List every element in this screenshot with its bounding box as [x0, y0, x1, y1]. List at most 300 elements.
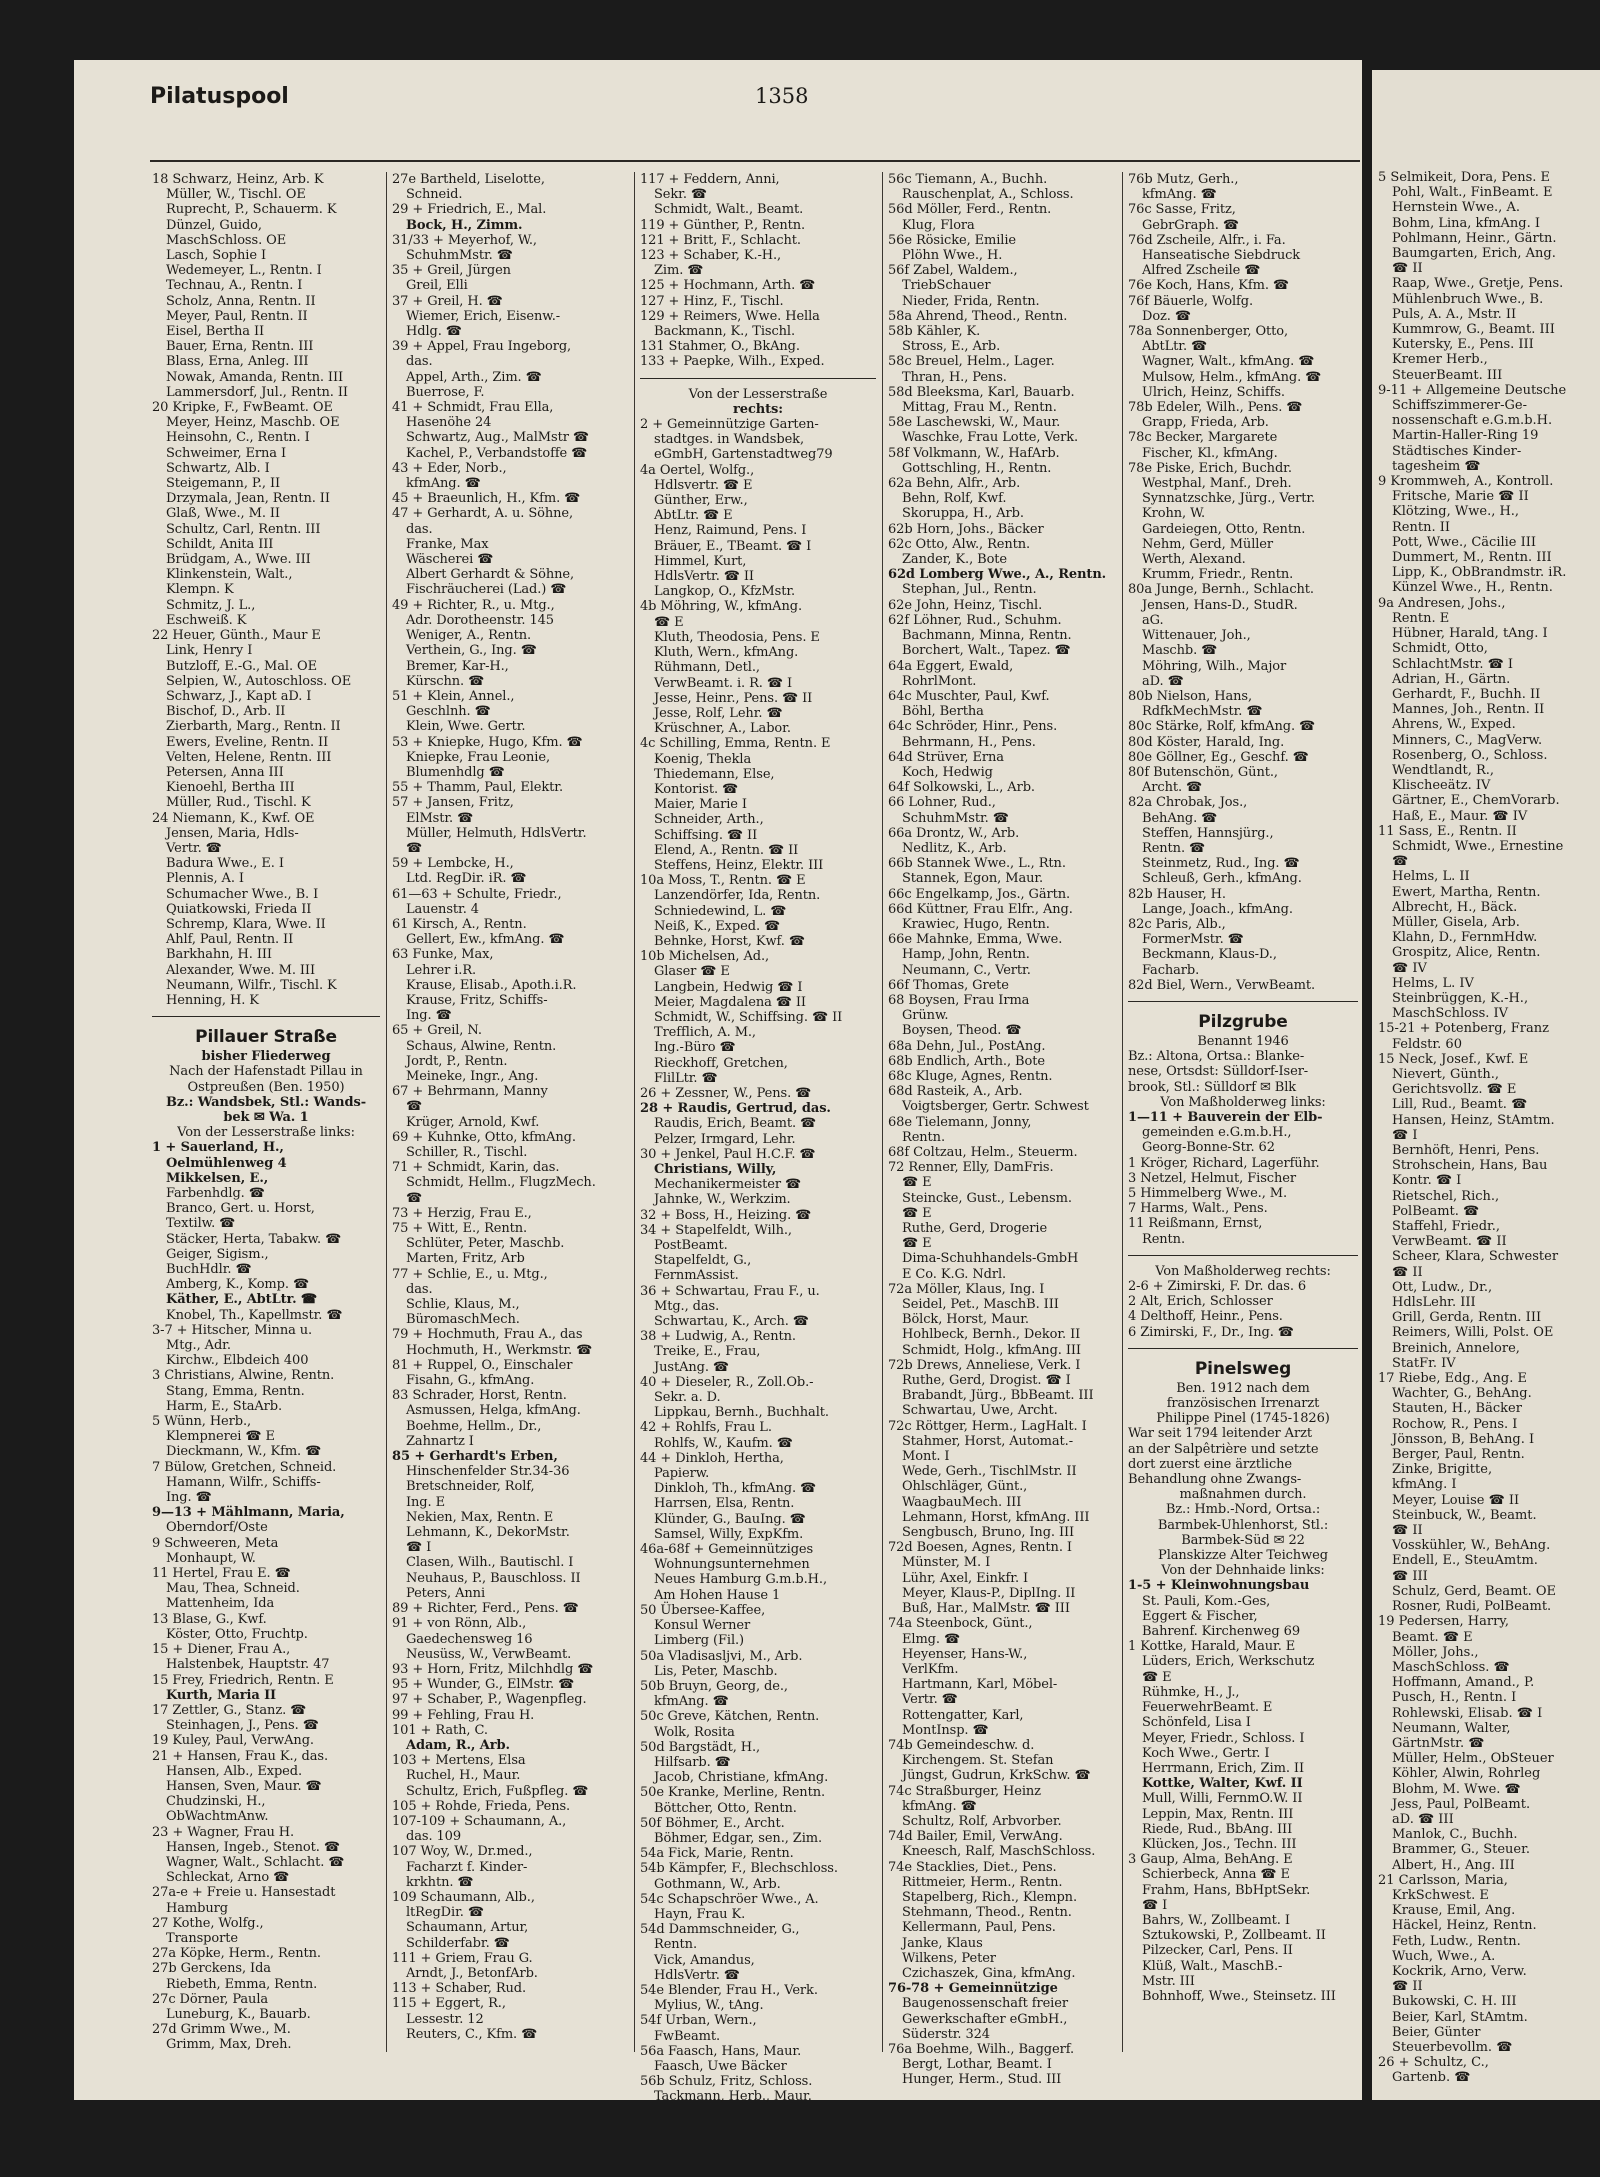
- directory-entry: 78b Edeler, Wilh., Pens. ☎: [1128, 400, 1303, 416]
- directory-entry: StatFr. IV: [1392, 1355, 1456, 1371]
- directory-entry: Ohlschläger, Günt.,: [902, 1479, 1028, 1495]
- directory-entry: Archt. ☎: [1142, 780, 1203, 796]
- directory-entry: Ruthe, Gerd, Drogist. ☎ I: [902, 1373, 1071, 1389]
- directory-entry: 56b Schulz, Fritz, Schloss.: [640, 2074, 813, 2090]
- directory-entry: Von der Lesserstraße: [688, 386, 828, 402]
- directory-entry: Hinschenfelder Str.34-36: [406, 1464, 570, 1480]
- directory-entry: Nowak, Amanda, Rentn. III: [166, 369, 344, 385]
- directory-entry: 66a Drontz, W., Arb.: [888, 825, 1020, 841]
- directory-entry: Ruthe, Gerd, Drogerie: [902, 1221, 1048, 1237]
- directory-entry: 74c Straßburger, Heinz: [888, 1783, 1041, 1799]
- directory-entry: stadtges. in Wandsbek,: [654, 432, 804, 448]
- directory-entry: 30 + Jenkel, Paul H.C.F. ☎: [640, 1146, 816, 1162]
- directory-entry: Gewerkschafter eGmbH.,: [902, 2011, 1068, 2027]
- directory-entry: Mattenheim, Ida: [166, 1596, 275, 1612]
- directory-entry: ☎ E: [654, 614, 684, 630]
- directory-entry: Clasen, Wilh., Bautischl. I: [406, 1555, 574, 1571]
- directory-entry: 32 + Boss, H., Heizing. ☎: [640, 1207, 812, 1223]
- directory-entry: Grospitz, Alice, Rentn.: [1392, 945, 1541, 961]
- directory-entry: Barkhahn, H. III: [166, 947, 272, 963]
- directory-entry: Skoruppa, H., Arb.: [902, 506, 1024, 522]
- directory-entry: PostBeamt.: [654, 1238, 728, 1254]
- directory-entry: Steigemann, P., II: [166, 476, 281, 492]
- directory-entry: Nievert, Günth.,: [1392, 1066, 1499, 1082]
- directory-entry: Farbenhdlg. ☎: [166, 1186, 265, 1201]
- directory-entry: Riebeth, Emma, Rentn.: [166, 1976, 318, 1992]
- directory-entry: 82d Biel, Wern., VerwBeamt.: [1128, 977, 1316, 993]
- directory-entry: 80c Stärke, Rolf, kfmAng. ☎: [1128, 719, 1316, 735]
- directory-entry: 19 Pedersen, Harry,: [1378, 1614, 1510, 1630]
- directory-entry: Rentn. E: [1392, 610, 1450, 626]
- directory-entry: ☎ E: [902, 1205, 932, 1221]
- directory-entry: Gardeiegen, Otto, Rentn.: [1142, 521, 1306, 537]
- directory-entry: 91 + von Rönn, Alb.,: [392, 1616, 527, 1632]
- directory-entry: Fritsche, Marie ☎ II: [1392, 489, 1529, 505]
- directory-entry: 21 + Hansen, Frau K., das.: [152, 1748, 329, 1764]
- directory-entry: Käther, E., AbtLtr. ☎: [166, 1292, 318, 1308]
- directory-entry: 3 Gaup, Alma, BehAng. E: [1128, 1852, 1293, 1868]
- directory-entry: Neumann, Wilfr., Tischl. K: [166, 977, 337, 993]
- directory-entry: Mtg., das.: [654, 1298, 720, 1314]
- directory-entry: Krause, Emil, Ang.: [1392, 1903, 1516, 1919]
- directory-entry: 107 Woy, W., Dr.med.,: [392, 1844, 533, 1860]
- directory-entry: Rentn. II: [1392, 519, 1450, 535]
- directory-entry: 66f Thomas, Grete: [888, 977, 1009, 993]
- directory-entry: 75 + Witt, E., Rentn.: [392, 1221, 528, 1237]
- directory-entry: RohrlMont.: [902, 673, 977, 689]
- directory-entry: 3-7 + Hitscher, Minna u.: [152, 1322, 313, 1338]
- directory-entry: Klempnerei ☎ E: [166, 1429, 275, 1445]
- directory-entry: Mtg., Adr.: [166, 1338, 231, 1354]
- directory-entry: Voigtsberger, Gertr. Schwest: [902, 1099, 1089, 1115]
- directory-entry: 93 + Horn, Fritz, Milchhdlg ☎: [392, 1661, 594, 1677]
- directory-entry: Pott, Wwe., Cäcilie III: [1392, 534, 1537, 550]
- directory-entry: Wuch, Wwe., A.: [1392, 1948, 1496, 1964]
- directory-entry: 66 Lohner, Rud.,: [888, 795, 996, 811]
- directory-entry: 34 + Stapelfeldt, Wilh.,: [640, 1222, 792, 1238]
- directory-entry: eGmbH, Gartenstadtweg79: [654, 447, 833, 463]
- section-divider: [1128, 1255, 1358, 1256]
- directory-entry: Lauenstr. 4: [406, 901, 479, 917]
- directory-entry: Krumm, Friedr., Rentn.: [1142, 567, 1294, 583]
- directory-entry: 63 Funke, Max,: [392, 947, 494, 963]
- directory-entry: Stäcker, Herta, Tabakw. ☎: [166, 1231, 342, 1247]
- directory-entry: Bahrs, W., Zollbeamt. I: [1142, 1912, 1290, 1928]
- directory-entry: Mannes, Joh., Rentn. II: [1392, 702, 1545, 718]
- directory-entry: Barmbek-Süd ✉ 22: [1181, 1532, 1305, 1548]
- directory-entry: Manlok, C., Buchh.: [1392, 1827, 1518, 1843]
- directory-entry: Wendtlandt, R.,: [1392, 762, 1495, 778]
- directory-entry: 1 + Sauerland, H.,: [152, 1140, 284, 1156]
- directory-entry: 22 Heuer, Günth., Maur E: [152, 628, 321, 644]
- directory-entry: Grapp, Frieda, Arb.: [1142, 415, 1269, 431]
- directory-entry: Herrmann, Erich, Zim. II: [1142, 1760, 1304, 1776]
- directory-entry: Bz.: Wandsbek, Stl.: Wands-: [165, 1094, 367, 1110]
- directory-entry: 119 + Günther, P., Rentn.: [640, 217, 806, 233]
- directory-entry: Papierw.: [654, 1466, 710, 1482]
- directory-entry: Lehmann, Horst, kfmAng. III: [902, 1509, 1090, 1525]
- directory-entry: 5 Selmikeit, Dora, Pens. E: [1378, 170, 1550, 185]
- directory-entry: 10a Moss, T., Rentn. ☎ E: [640, 873, 806, 889]
- directory-entry: 121 + Britt, F., Schlacht.: [640, 232, 801, 248]
- directory-entry: SchuhmMstr. ☎: [902, 810, 1009, 826]
- directory-entry: 17 Riebe, Edg., Ang. E: [1378, 1371, 1527, 1387]
- directory-entry: Pusch, H., Rentn. I: [1392, 1690, 1517, 1706]
- directory-entry: kfmAng. I: [1392, 1477, 1457, 1493]
- directory-entry: Ott, Ludw., Dr.,: [1392, 1279, 1493, 1295]
- directory-entry: Elend, A., Rentn. ☎ II: [654, 842, 799, 858]
- directory-entry: 61 Kirsch, A., Rentn.: [392, 916, 527, 932]
- directory-entry: 54f Urban, Wern.,: [640, 2013, 757, 2029]
- directory-entry: Buß, Har., MalMstr. ☎ III: [902, 1601, 1070, 1617]
- directory-entry: Schmidt, Walt., Beamt.: [654, 202, 804, 218]
- directory-entry: 36 + Schwartau, Frau F., u.: [640, 1283, 820, 1299]
- directory-entry: Kontorist. ☎: [654, 781, 739, 797]
- directory-entry: Dummert, M., Rentn. III: [1392, 550, 1552, 566]
- directory-entry: Jacob, Christiane, kfmAng.: [654, 1770, 829, 1786]
- directory-entry: 76c Sasse, Fritz,: [1128, 202, 1236, 218]
- directory-entry: 54c Schapschröer Wwe., A.: [640, 1891, 819, 1907]
- directory-entry: Geiger, Sigism.,: [166, 1246, 269, 1262]
- directory-entry: Kontr. ☎ I: [1392, 1173, 1462, 1189]
- directory-entry: Süderstr. 324: [902, 2026, 990, 2042]
- directory-entry: Klein, Wwe. Gertr.: [406, 719, 526, 735]
- directory-entry: BuchHdlr. ☎: [166, 1262, 252, 1278]
- directory-entry: 64f Solkowski, L., Arb.: [888, 780, 1035, 796]
- directory-entry: Weniger, A., Rentn.: [406, 628, 532, 644]
- directory-entry: 68 Boysen, Frau Irma: [888, 992, 1030, 1008]
- directory-entry: 72 Renner, Elly, DamFris.: [888, 1160, 1054, 1176]
- directory-entry: 11 Sass, E., Rentn. II: [1378, 823, 1517, 839]
- directory-entry: Kirchengem. St. Stefan: [902, 1753, 1054, 1769]
- directory-entry: Rühmann, Detl.,: [654, 660, 760, 676]
- directory-entry: Heinsohn, C., Rentn. I: [166, 430, 310, 446]
- directory-entry: Hayn, Frau K.: [654, 1906, 746, 1922]
- directory-entry: HdlsVertr. ☎: [654, 1967, 740, 1983]
- directory-entry: Breinich, Annelore,: [1392, 1340, 1520, 1356]
- directory-entry: FormerMstr. ☎: [1142, 932, 1244, 948]
- directory-entry: Beier, Karl, StAmtm.: [1392, 2009, 1528, 2025]
- directory-entry: 129 + Reimers, Wwe. Hella: [640, 308, 820, 324]
- directory-entry: Maschb. ☎: [1142, 643, 1218, 659]
- directory-entry: Grünw.: [902, 1008, 949, 1024]
- directory-entry: Lehrer i.R.: [406, 962, 477, 978]
- directory-entry: Ltd. RegDir. iR. ☎: [406, 871, 527, 887]
- directory-entry: Arndt, J., BetonfArb.: [406, 1965, 538, 1981]
- directory-entry: Lammersdorf, Jul., Rentn. II: [166, 384, 348, 400]
- directory-entry: 74a Steenbock, Günt.,: [888, 1616, 1033, 1632]
- directory-entry: Böhmer, Edgar, sen., Zim.: [654, 1830, 823, 1846]
- directory-entry: SteuerBeamt. III: [1392, 367, 1503, 383]
- directory-entry: Gaedechensweg 16: [406, 1631, 533, 1647]
- directory-entry: Brabandt, Jürg., BbBeamt. III: [902, 1388, 1094, 1404]
- directory-entry: Doz. ☎: [1142, 308, 1191, 324]
- directory-entry: 82b Hauser, H.: [1128, 886, 1226, 902]
- directory-entry: Neumann, Walter,: [1392, 1720, 1511, 1736]
- directory-entry: Bz.: Hmb.-Nord, Ortsa.:: [1165, 1502, 1321, 1518]
- directory-entry: Müller, Helmuth, HdlsVertr.: [406, 825, 587, 841]
- directory-entry: Glaser ☎ E: [654, 964, 730, 980]
- directory-entry: 72c Röttger, Herm., LagHalt. I: [888, 1418, 1087, 1434]
- directory-entry: rechts:: [733, 401, 783, 417]
- directory-entry: Buerrose, F.: [406, 384, 485, 400]
- directory-entry: Oelmühlenweg 4: [166, 1155, 287, 1171]
- directory-entry: 81 + Ruppel, O., Einschaler: [392, 1357, 573, 1373]
- directory-entry: Verthein, G., Ing. ☎: [406, 643, 537, 659]
- directory-entry: 68b Endlich, Arth., Bote: [888, 1053, 1045, 1069]
- directory-entry: 59 + Lembcke, H.,: [392, 856, 514, 872]
- directory-entry: Adrian, H., Gärtn.: [1392, 671, 1511, 687]
- directory-entry: MaschSchloss. OE: [166, 232, 287, 248]
- directory-entry: AbtLtr. ☎: [1142, 339, 1208, 355]
- directory-entry: TriebSchauer: [902, 278, 991, 294]
- directory-entry: Puls, A. A., Mstr. II: [1392, 306, 1517, 322]
- directory-entry: Kremer Herb.,: [1392, 352, 1488, 368]
- column-2: [392, 172, 628, 2052]
- directory-entry: Böhl, Bertha: [902, 704, 984, 720]
- directory-entry: Fischer, Kl., kfmAng.: [1142, 445, 1278, 461]
- directory-entry: Lüders, Erich, Werkschutz: [1142, 1654, 1315, 1670]
- directory-entry: Hernstein Wwe., A.: [1392, 200, 1520, 216]
- directory-entry: Kluth, Wern., kfmAng.: [654, 645, 799, 661]
- right-page-column: [1378, 170, 1600, 2086]
- directory-entry: Sztukowski, P., Zollbeamt. II: [1142, 1928, 1326, 1944]
- directory-entry: 83 Schrader, Horst, Rentn.: [392, 1388, 567, 1404]
- directory-entry: Rühmke, H., J.,: [1142, 1684, 1240, 1700]
- directory-entry: Link, Henry I: [166, 643, 253, 659]
- directory-entry: 74d Bailer, Emil, VerwAng.: [888, 1829, 1063, 1845]
- directory-entry: ☎: [406, 840, 423, 856]
- directory-entry: Klempn. K: [166, 582, 234, 598]
- directory-entry: Limberg (Fil.): [654, 1633, 745, 1649]
- directory-entry: 68c Kluge, Agnes, Rentn.: [888, 1068, 1053, 1084]
- directory-entry: Stephan, Jul., Rentn.: [902, 582, 1037, 598]
- directory-entry: 35 + Greil, Jürgen: [392, 263, 511, 279]
- directory-entry: Minners, C., MagVerw.: [1392, 732, 1543, 748]
- directory-entry: Vertr. ☎: [166, 840, 222, 856]
- directory-entry: Haß, E., Maur. ☎ IV: [1392, 808, 1528, 824]
- directory-entry: Krause, Elisab., Apoth.i.R.: [406, 977, 577, 993]
- directory-entry: Zahnartz I: [406, 1433, 474, 1449]
- directory-entry: Nekien, Max, Rentn. E: [406, 1509, 554, 1525]
- directory-entry: Stross, E., Arb.: [902, 339, 1001, 355]
- directory-entry: Müller, Gisela, Arb.: [1392, 914, 1520, 930]
- section-divider: [1128, 1001, 1358, 1002]
- directory-entry: bisher Fliederweg: [201, 1049, 331, 1065]
- directory-entry: Ing. E: [406, 1494, 445, 1510]
- directory-entry: 64c Muschter, Paul, Kwf.: [888, 688, 1050, 704]
- directory-entry: Am Hohen Hause 1: [654, 1587, 781, 1603]
- directory-entry: Textilw. ☎: [166, 1216, 236, 1232]
- directory-entry: 127 + Hinz, F., Tischl.: [640, 293, 784, 309]
- directory-entry: Hdlsvertr. ☎ E: [654, 477, 753, 493]
- directory-entry: Halstenbek, Hauptstr. 47: [166, 1657, 330, 1673]
- directory-entry: Wagner, Walt., Schlacht. ☎: [166, 1854, 345, 1870]
- directory-entry: 49 + Richter, R., u. Mtg.,: [392, 597, 555, 613]
- directory-entry: Stauten, H., Bäcker: [1392, 1401, 1522, 1417]
- directory-entry: Kluth, Theodosia, Pens. E: [654, 629, 820, 645]
- directory-entry: ☎ II: [1392, 1523, 1423, 1539]
- directory-entry: 125 + Hochmann, Arth. ☎: [640, 278, 816, 294]
- directory-entry: Beier, Günter: [1392, 2024, 1481, 2040]
- directory-entry: Eggert & Fischer,: [1142, 1608, 1258, 1624]
- directory-entry: Von Maßholderweg rechts:: [1155, 1263, 1331, 1279]
- column-divider: [1122, 172, 1123, 2052]
- directory-entry: Plennis, A. I: [166, 871, 244, 887]
- directory-entry: Trefflich, A. M.,: [654, 1025, 756, 1041]
- directory-entry: Koch, Hedwig: [902, 764, 993, 780]
- directory-entry: Klinkenstein, Walt.,: [166, 567, 293, 583]
- directory-entry: Gerhardt, F., Buchh. II: [1392, 686, 1541, 702]
- directory-entry: Seidel, Pet., MaschB. III: [902, 1297, 1059, 1313]
- directory-entry: Schwartau, K., Arch. ☎: [654, 1314, 809, 1330]
- directory-entry: Feth, Ludw., Rentn.: [1392, 1933, 1521, 1949]
- directory-entry: Dima-Schuhhandels-GmbH: [902, 1251, 1079, 1267]
- directory-entry: 50f Böhmer, E., Archt.: [640, 1815, 785, 1831]
- directory-entry: 7 Bülow, Gretchen, Schneid.: [152, 1459, 337, 1475]
- directory-entry: Rosenberg, O., Schloss.: [1392, 747, 1548, 763]
- directory-entry: Greil, Elli: [406, 278, 468, 294]
- directory-entry: Schmidt, Hellm., FlugzMech.: [406, 1175, 596, 1191]
- directory-entry: das. 109: [406, 1829, 462, 1845]
- header-rule: [150, 160, 1360, 162]
- directory-entry: 97 + Schaber, P., Wagenpfleg.: [392, 1692, 587, 1708]
- directory-entry: Zinke, Brigitte,: [1392, 1462, 1493, 1478]
- directory-entry: Meyer, Klaus-P., DiplIng. II: [902, 1585, 1076, 1601]
- directory-entry: Schmitz, J. L.,: [166, 597, 256, 613]
- directory-entry: aG.: [1142, 612, 1164, 628]
- directory-entry: 3 Netzel, Helmut, Fischer: [1128, 1170, 1296, 1186]
- directory-entry: 2 Alt, Erich, Schlosser: [1128, 1294, 1273, 1310]
- directory-entry: Staffehl, Friedr.,: [1392, 1219, 1501, 1235]
- directory-entry: 45 + Braeunlich, H., Kfm. ☎: [392, 491, 581, 507]
- directory-entry: Schleckat, Arno ☎: [166, 1870, 290, 1886]
- directory-entry: Schniedewind, L. ☎: [654, 903, 787, 919]
- directory-entry: 62c Otto, Alw., Rentn.: [888, 536, 1031, 552]
- directory-entry: Mittag, Frau M., Rentn.: [902, 400, 1057, 416]
- directory-entry: Kellermann, Paul, Pens.: [902, 1920, 1056, 1936]
- directory-entry: 58b Kähler, K.: [888, 324, 981, 340]
- directory-entry: Bölck, Horst, Maur.: [902, 1312, 1029, 1328]
- directory-entry: 11 Hertel, Frau E. ☎: [152, 1566, 291, 1582]
- directory-entry: Dünzel, Guido,: [166, 217, 262, 233]
- directory-entry: Stapelfeldt, G.,: [654, 1253, 752, 1269]
- directory-entry: Schmidt, Wwe., Ernestine: [1392, 838, 1564, 854]
- directory-entry: Bohm, Lina, kfmAng. I: [1392, 215, 1541, 231]
- directory-entry: Mull, Willi, FernmO.W. II: [1142, 1791, 1303, 1807]
- directory-entry: Von der Dehnhaide links:: [1161, 1563, 1325, 1579]
- directory-entry: Müller, Helm., ObSteuer: [1392, 1751, 1554, 1767]
- directory-entry: 76-78 + Gemeinnützige: [888, 1981, 1058, 1997]
- directory-entry: krkhtn. ☎: [406, 1874, 474, 1890]
- directory-entry: War seit 1794 leitender Arzt: [1128, 1426, 1312, 1442]
- directory-entry: Wolk, Rosita: [654, 1724, 735, 1740]
- directory-entry: Heyenser, Hans-W.,: [902, 1646, 1028, 1662]
- directory-entry: Bz.: Altona, Ortsa.: Blanke-: [1128, 1049, 1305, 1065]
- directory-entry: Schleuß, Gerh., kfmAng.: [1142, 871, 1302, 887]
- directory-entry: Rosner, Rudi, PolBeamt.: [1392, 1599, 1552, 1615]
- directory-entry: Lasch, Sophie I: [166, 248, 267, 264]
- directory-entry: Reimers, Willi, Polst. OE: [1392, 1325, 1554, 1341]
- directory-entry: GebrGraph. ☎: [1142, 217, 1239, 233]
- directory-entry: Schlie, Klaus, M.,: [406, 1297, 520, 1313]
- directory-entry: 6 Zimirski, F., Dr., Ing. ☎: [1128, 1324, 1294, 1340]
- directory-entry: Treike, E., Frau,: [654, 1344, 761, 1360]
- directory-entry: Hansen, Ingeb., Stenot. ☎: [166, 1839, 340, 1855]
- directory-entry: Albert Gerhardt & Söhne,: [406, 567, 575, 583]
- directory-entry: Pohlmann, Heinr., Gärtn.: [1392, 230, 1557, 246]
- directory-entry: 27b Gerckens, Ida: [152, 1961, 271, 1977]
- directory-entry: Koenig, Thekla: [654, 751, 752, 767]
- directory-entry: Steffens, Heinz, Elektr. III: [654, 857, 824, 873]
- directory-entry: Beckmann, Klaus-D.,: [1142, 947, 1277, 963]
- directory-entry: Behrmann, H., Pens.: [902, 734, 1036, 750]
- directory-entry: 9-11 + Allgemeine Deutsche: [1378, 382, 1567, 398]
- directory-entry: Neusüss, W., VerwBeamt.: [406, 1646, 572, 1662]
- directory-entry: 1—11 + Bauverein der Elb-: [1128, 1109, 1323, 1125]
- directory-entry: Barmbek-Uhlenhorst, Stl.:: [1157, 1517, 1329, 1533]
- directory-entry: 27a Köpke, Herm., Rentn.: [152, 1946, 321, 1962]
- directory-entry: kfmAng. ☎: [902, 1798, 977, 1814]
- directory-entry: 62f Löhner, Rud., Schuhm.: [888, 612, 1062, 628]
- directory-entry: E Co. K.G. Ndrl.: [902, 1266, 1007, 1282]
- directory-entry: Sengbusch, Bruno, Ing. III: [902, 1525, 1075, 1541]
- directory-entry: Eisel, Bertha II: [166, 324, 265, 340]
- directory-entry: Wäscherei ☎: [406, 552, 494, 568]
- directory-entry: Marten, Fritz, Arb: [406, 1251, 525, 1267]
- directory-entry: Wilkens, Peter: [902, 1950, 996, 1966]
- directory-entry: Bahrenf. Kirchenweg 69: [1142, 1624, 1300, 1640]
- directory-entry: 50c Greve, Kätchen, Rentn.: [640, 1709, 820, 1725]
- directory-entry: Dieckmann, W., Kfm. ☎: [166, 1444, 322, 1460]
- directory-entry: MaschSchloss. ☎: [1392, 1659, 1510, 1675]
- directory-entry: Brammer, G., Steuer.: [1392, 1842, 1531, 1858]
- directory-entry: 19 Kuley, Paul, VerwAng.: [152, 1733, 314, 1749]
- directory-entry: ☎ I: [1392, 1127, 1418, 1143]
- directory-entry: Brüdgam, A., Wwe. III: [166, 552, 311, 568]
- column-divider: [882, 172, 883, 2052]
- directory-entry: 50a Vladisasljvi, M., Arb.: [640, 1648, 803, 1664]
- directory-entry: an der Salpêtrière und setzte: [1128, 1441, 1319, 1457]
- directory-entry: Schaus, Alwine, Rentn.: [406, 1038, 557, 1054]
- directory-entry: Schultz, Rolf, Arbvorber.: [902, 1813, 1062, 1829]
- directory-entry: Steinhagen, J., Pens. ☎: [166, 1718, 319, 1734]
- directory-entry: Endell, E., SteuAmtm.: [1392, 1553, 1538, 1569]
- directory-entry: Schultz, Erich, Fußpfleg. ☎: [406, 1783, 589, 1799]
- directory-entry: Langbein, Hedwig ☎ I: [654, 979, 803, 995]
- directory-entry: 79 + Hochmuth, Frau A., das: [392, 1327, 583, 1343]
- directory-entry: 76f Bäuerle, Wolfg.: [1128, 293, 1254, 309]
- directory-entry: Lessestr. 12: [406, 2011, 484, 2027]
- directory-entry: Facharb.: [1142, 962, 1200, 978]
- directory-entry: 4b Möhring, W., kfmAng.: [640, 599, 802, 615]
- directory-entry: 18 Schwarz, Heinz, Arb. K: [152, 172, 324, 187]
- directory-entry: 40 + Dieseler, R., Zoll.Ob.-: [640, 1374, 814, 1390]
- directory-entry: Grimm, Max, Dreh.: [166, 2037, 292, 2053]
- directory-entry: 56f Zabel, Waldem.,: [888, 263, 1018, 279]
- directory-entry: 9a Andresen, Johs.,: [1378, 595, 1506, 611]
- directory-entry: Jordt, P., Rentn.: [406, 1053, 508, 1069]
- directory-entry: Konsul Werner: [654, 1618, 751, 1634]
- directory-entry: Mulsow, Helm., kfmAng. ☎: [1142, 369, 1322, 385]
- directory-entry: Facharzt f. Kinder-: [406, 1859, 528, 1875]
- directory-entry: KrkSchwest. E: [1392, 1887, 1489, 1903]
- right-page: [1372, 70, 1600, 2100]
- directory-entry: Hdlg. ☎: [406, 324, 462, 340]
- directory-entry: Klötzing, Wwe., H.,: [1392, 504, 1520, 520]
- directory-entry: 74e Stacklies, Diet., Pens.: [888, 1859, 1057, 1875]
- directory-entry: Thran, H., Pens.: [902, 369, 1007, 385]
